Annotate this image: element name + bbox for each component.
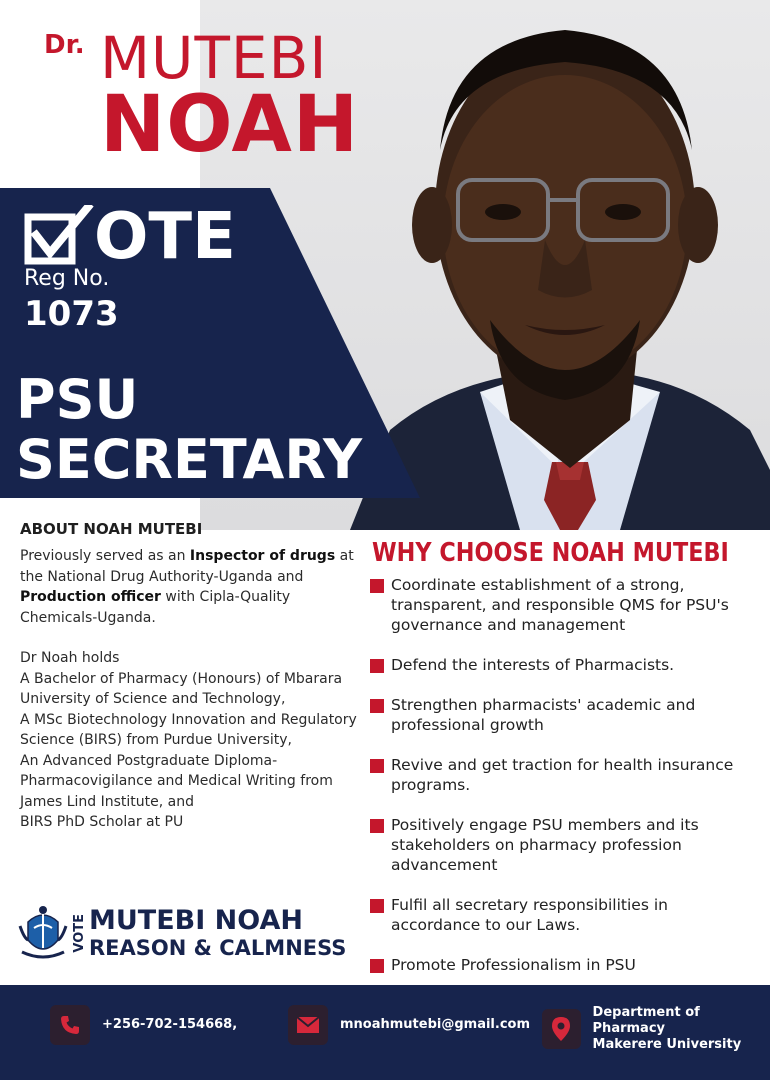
address-line1: Department of Pharmacy <box>592 1005 700 1036</box>
slogan-line1: MUTEBI NOAH <box>89 905 303 936</box>
address-line2: Makerere University <box>592 1037 742 1052</box>
email-icon <box>288 1005 328 1045</box>
list-item: Positively engage PSU members and its stakeholders on pharmacy profession advancement <box>370 815 755 875</box>
vote-text: OTE <box>94 200 236 274</box>
bullet-square-icon <box>370 899 384 913</box>
address <box>593 1005 770 1053</box>
bullet-square-icon <box>370 659 384 673</box>
about-paragraph-1: Previously served as an Inspector of drugs at the National Drug Authority-Uganda and Production officer with Cipla-Quality Chemicals-Uganda. <box>20 548 354 626</box>
list-item: Strengthen pharmacists' academic and professional growth <box>370 695 755 735</box>
phone-number[interactable]: +256-702-154668, <box>102 1017 238 1032</box>
position-line2: SECRETARY <box>16 428 363 491</box>
checkbox-tick-icon <box>24 205 96 267</box>
candidate-last-name: NOAH <box>100 80 360 170</box>
candidate-first-name: MUTEBI <box>100 24 328 92</box>
reg-label: Reg No. <box>24 266 110 291</box>
bullet-square-icon <box>370 959 384 973</box>
reg-number: 1073 <box>24 294 119 334</box>
why-title: WHY CHOOSE NOAH MUTEBI <box>372 538 729 568</box>
bullet-square-icon <box>370 579 384 593</box>
bullet-square-icon <box>370 819 384 833</box>
why-list <box>370 575 755 995</box>
title-prefix: Dr. <box>44 30 85 60</box>
list-item: Coordinate establishment of a strong, transparent, and responsible QMS for PSU's governance and management <box>370 575 755 635</box>
footer-phone <box>50 1005 237 1045</box>
list-item: Defend the interests of Pharmacists. <box>370 655 755 675</box>
vote-vertical: VOTE <box>72 913 87 953</box>
slogan-line2: REASON & CALMNESS <box>89 936 347 960</box>
slogan-logo <box>18 904 346 962</box>
about-paragraph-2: Dr Noah holds A Bachelor of Pharmacy (Honours) of Mbarara University of Science and Technology, A MSc Biotechnology Innovation and Regulatory Science (BIRS) from Purdue University, An Advanced Postgraduate Diploma- Pharmacovigilance and Medical Writing from James Lind Institute, and BIRS PhD Scholar at PU <box>20 650 357 830</box>
phone-icon <box>50 1005 90 1045</box>
vote-heading <box>24 200 236 274</box>
bullet-square-icon <box>370 699 384 713</box>
bullet-square-icon <box>370 759 384 773</box>
list-item: Revive and get traction for health insurance programs. <box>370 755 755 795</box>
footer-address <box>542 1005 770 1053</box>
about-text <box>20 546 360 833</box>
location-pin-icon <box>542 1009 581 1049</box>
email-address[interactable]: mnoahmutebi@gmail.com <box>340 1017 531 1032</box>
list-item: Fulfil all secretary responsibilities in accordance to our Laws. <box>370 895 755 935</box>
footer-email <box>288 1005 530 1045</box>
psu-crest-icon <box>18 904 68 962</box>
position-line1: PSU <box>16 368 139 431</box>
about-title: ABOUT NOAH MUTEBI <box>20 520 203 538</box>
list-item: Promote Professionalism in PSU <box>370 955 755 975</box>
